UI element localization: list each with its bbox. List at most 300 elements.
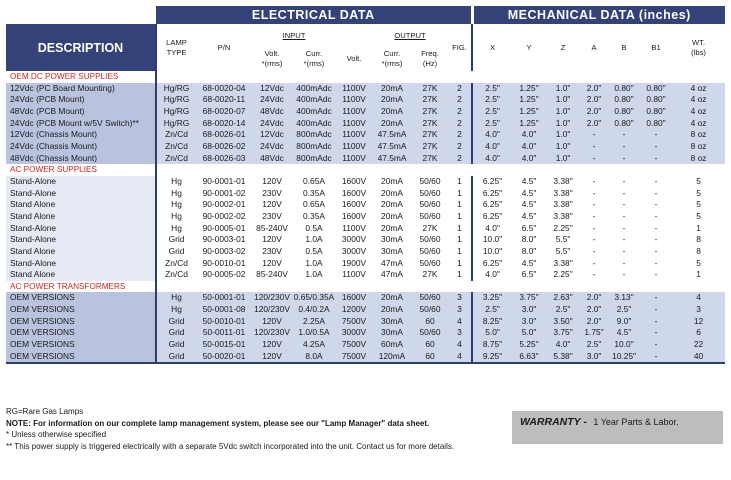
wt-cell: 5: [672, 188, 725, 200]
b1-cell: -: [640, 211, 672, 223]
section-title: OEM DC POWER SUPPLIES: [6, 71, 156, 83]
lamp-type-cell: Grid: [156, 234, 196, 246]
freq-header: Freq. (Hz): [412, 47, 448, 71]
description-cell: Stand Alone: [6, 246, 156, 258]
output-curr-cell: 20mA: [372, 106, 412, 118]
y-header: Y: [512, 24, 546, 71]
b1-cell: -: [640, 269, 672, 281]
input-volt-cell: 120/230V: [252, 327, 292, 339]
b-cell: 9.0": [608, 316, 640, 328]
table-row: [6, 106, 725, 118]
b-cell: -: [608, 223, 640, 235]
input-curr-cell: 0.5A: [292, 246, 336, 258]
wt-cell: 5: [672, 176, 725, 188]
b-cell: -: [608, 269, 640, 281]
pn-cell: 68-0026-03: [196, 153, 252, 165]
input-curr-cell: 4.25A: [292, 339, 336, 351]
freq-cell: 27K: [412, 223, 448, 235]
description-cell: 12Vdc (Chassis Mount): [6, 129, 156, 141]
input-volt-cell: 120V: [252, 199, 292, 211]
b1-cell: -: [640, 327, 672, 339]
input-curr-cell: 0.65/0.35A: [293, 292, 335, 303]
b1-cell: -: [640, 234, 672, 246]
x-cell: 6.25": [472, 176, 512, 188]
description-cell: OEM VERSIONS: [6, 327, 156, 339]
pn-cell: 68-0026-02: [196, 141, 252, 153]
z-cell: 3.38": [546, 188, 580, 200]
input-volt-header: Volt. *(rms): [252, 47, 292, 71]
a-cell: -: [580, 246, 608, 258]
x-cell: 3.25": [472, 292, 512, 304]
output-volt-cell: 1600V: [336, 188, 372, 200]
table-row: [6, 351, 725, 364]
y-cell: 1.25": [512, 106, 546, 118]
output-volt-cell: 1600V: [336, 211, 372, 223]
input-volt-cell: 120V: [252, 339, 292, 351]
wt-cell: 4 oz: [672, 118, 725, 130]
freq-cell: 27K: [412, 269, 448, 281]
table-row: [6, 292, 725, 304]
input-curr-cell: 0.5A: [292, 223, 336, 235]
input-curr-cell: 400mAdc: [292, 94, 336, 106]
section-spacer: [156, 71, 725, 83]
table-row: [6, 118, 725, 130]
section-title: AC POWER TRANSFORMERS: [6, 281, 156, 293]
fig-cell: 1: [448, 234, 472, 246]
table-row: [6, 176, 725, 188]
wt-cell: 4 oz: [672, 106, 725, 118]
fig-cell: 4: [448, 339, 472, 351]
table-row: [6, 327, 725, 339]
b1-cell: 0.80": [640, 83, 672, 95]
fig-cell: 1: [448, 269, 472, 281]
input-curr-header: Curr. *(rms): [292, 47, 336, 71]
output-curr-cell: 20mA: [372, 223, 412, 235]
pn-header: P/N: [196, 24, 252, 71]
description-cell: OEM VERSIONS: [6, 339, 156, 351]
x-cell: 2.5": [472, 106, 512, 118]
output-curr-cell: 60mA: [372, 339, 412, 351]
x-cell: 4.0": [472, 129, 512, 141]
wt-cell: 40: [672, 351, 725, 364]
input-curr-cell: 400mAdc: [292, 83, 336, 95]
b1-cell: -: [640, 339, 672, 351]
z-cell: 2.5": [546, 304, 580, 316]
fig-cell: 2: [448, 94, 472, 106]
input-volt-cell: 120V: [252, 316, 292, 328]
z-cell: 3.38": [546, 199, 580, 211]
a-cell: 2.0": [580, 316, 608, 328]
warranty-text: 1 Year Parts & Labor.: [593, 417, 679, 427]
y-cell: 3.75": [512, 292, 546, 304]
output-volt-header: Volt.: [336, 47, 372, 71]
description-cell: Stand-Alone: [6, 258, 156, 270]
output-volt-cell: 1600V: [336, 176, 372, 188]
x-cell: 2.5": [472, 83, 512, 95]
description-cell: Stand Alone: [6, 211, 156, 223]
pn-cell: 50-0011-01: [196, 327, 252, 339]
pn-cell: 68-0026-01: [196, 129, 252, 141]
x-cell: 10.0": [472, 234, 512, 246]
pn-cell: 90-0010-01: [196, 258, 252, 270]
lamp-type-cell: Grid: [156, 246, 196, 258]
lamp-type-cell: Hg: [156, 223, 196, 235]
lamp-type-cell: Hg: [156, 199, 196, 211]
lamp-type-cell: Zn/Cd: [156, 153, 196, 165]
output-volt-cell: 3000V: [336, 246, 372, 258]
wt-cell: 8: [672, 246, 725, 258]
y-cell: 4.0": [512, 153, 546, 165]
fig-cell: 1: [448, 258, 472, 270]
b1-cell: -: [640, 258, 672, 270]
input-volt-cell: 230V: [252, 246, 292, 258]
b-cell: -: [608, 211, 640, 223]
pn-cell: 90-0005-02: [196, 269, 252, 281]
lamp-type-cell: Zn/Cd: [156, 129, 196, 141]
x-cell: 10.0": [472, 246, 512, 258]
output-volt-cell: 3000V: [336, 234, 372, 246]
a-cell: 2.5": [580, 339, 608, 351]
output-header: OUTPUT: [372, 24, 448, 47]
pn-cell: 50-0001-08: [196, 304, 252, 316]
wt-cell: 12: [672, 316, 725, 328]
fig-cell: 4: [448, 351, 472, 364]
table-row: [6, 223, 725, 235]
fig-cell: 2: [448, 153, 472, 165]
output-curr-cell: 20mA: [372, 304, 412, 316]
wt-cell: 4: [672, 292, 725, 304]
b1-header: B1: [640, 24, 672, 71]
output-curr-cell: 47mA: [372, 258, 412, 270]
y-cell: 1.25": [512, 118, 546, 130]
freq-cell: 60: [412, 351, 448, 364]
z-cell: 1.0": [546, 129, 580, 141]
mechanical-data-banner: MECHANICAL DATA (inches): [472, 6, 725, 24]
warranty-box: [512, 411, 723, 444]
input-curr-cell: 0.65A: [292, 199, 336, 211]
table-row: [6, 211, 725, 223]
a-cell: -: [580, 234, 608, 246]
table-row: [6, 153, 725, 165]
output-curr-cell: 30mA: [372, 327, 412, 339]
z-cell: 2.25": [546, 269, 580, 281]
z-cell: 2.25": [546, 223, 580, 235]
a-cell: -: [580, 129, 608, 141]
table-row: [6, 83, 725, 95]
z-cell: 4.0": [546, 339, 580, 351]
input-volt-cell: 120V: [252, 351, 292, 364]
y-cell: 4.5": [512, 258, 546, 270]
pn-cell: 90-0002-02: [196, 211, 252, 223]
a-cell: 2.0": [580, 292, 608, 304]
output-curr-cell: 47mA: [372, 269, 412, 281]
output-volt-cell: 1100V: [336, 129, 372, 141]
wt-cell: 8: [672, 234, 725, 246]
output-curr-cell: 20mA: [372, 176, 412, 188]
b1-cell: -: [640, 199, 672, 211]
pn-cell: 68-0020-11: [196, 94, 252, 106]
description-cell: 24Vdc (PCB Mount w/5V Switch)**: [6, 118, 156, 130]
spec-table: [6, 6, 725, 364]
z-cell: 1.0": [546, 141, 580, 153]
fig-cell: 1: [448, 223, 472, 235]
lamp-type-cell: Hg/RG: [156, 83, 196, 95]
table-row: [6, 269, 725, 281]
output-curr-cell: 20mA: [372, 94, 412, 106]
wt-cell: 4 oz: [672, 94, 725, 106]
output-curr-cell: 20mA: [372, 292, 412, 304]
freq-cell: 50/60: [412, 188, 448, 200]
table-row: [6, 246, 725, 258]
freq-cell: 27K: [412, 118, 448, 130]
y-cell: 4.5": [512, 188, 546, 200]
input-curr-cell: 1.0A: [292, 234, 336, 246]
lamp-type-cell: Hg: [156, 176, 196, 188]
y-cell: 8.0": [512, 246, 546, 258]
footnotes: [6, 406, 506, 452]
table-row: [6, 188, 725, 200]
a-cell: -: [580, 211, 608, 223]
description-cell: Stand-Alone: [6, 188, 156, 200]
lamp-type-cell: Grid: [156, 327, 196, 339]
wt-cell: 8 oz: [672, 129, 725, 141]
section-title: AC POWER SUPPLIES: [6, 164, 156, 176]
wt-cell: 5: [672, 211, 725, 223]
b1-cell: -: [640, 176, 672, 188]
lamp-type-cell: Zn/Cd: [156, 269, 196, 281]
b1-cell: 0.80": [640, 94, 672, 106]
b1-cell: -: [640, 246, 672, 258]
z-cell: 3.38": [546, 211, 580, 223]
output-volt-cell: 1100V: [336, 223, 372, 235]
output-curr-cell: 30mA: [372, 234, 412, 246]
input-volt-cell: 120V: [252, 234, 292, 246]
a-cell: 1.75": [580, 327, 608, 339]
output-volt-cell: 1100V: [336, 153, 372, 165]
a-cell: -: [580, 223, 608, 235]
b-cell: 0.80": [608, 106, 640, 118]
b-header: B: [608, 24, 640, 71]
freq-cell: 50/60: [412, 211, 448, 223]
input-volt-cell: 120V: [252, 176, 292, 188]
wt-cell: 5: [672, 199, 725, 211]
a-cell: -: [580, 176, 608, 188]
lamp-type-cell: Hg: [156, 211, 196, 223]
output-volt-cell: 1100V: [336, 83, 372, 95]
description-cell: 48Vdc (Chassis Mount): [6, 153, 156, 165]
description-cell: OEM VERSIONS: [6, 304, 156, 316]
table-row: [6, 304, 725, 316]
y-cell: 5.25": [512, 339, 546, 351]
x-cell: 4.0": [472, 269, 512, 281]
x-cell: 2.5": [472, 94, 512, 106]
wt-cell: 8 oz: [672, 153, 725, 165]
x-cell: 4.0": [472, 153, 512, 165]
output-curr-header: Curr. *(rms): [372, 47, 412, 71]
output-volt-cell: 7500V: [336, 351, 372, 364]
wt-cell: 8 oz: [672, 141, 725, 153]
x-header: X: [472, 24, 512, 71]
y-cell: 8.0": [512, 234, 546, 246]
x-cell: 2.5": [472, 304, 512, 316]
b1-cell: -: [640, 141, 672, 153]
freq-cell: 50/60: [412, 304, 448, 316]
pn-cell: 90-0001-02: [196, 188, 252, 200]
output-curr-cell: 30mA: [372, 246, 412, 258]
x-cell: 9.25": [472, 351, 512, 364]
y-cell: 6.5": [512, 269, 546, 281]
b-cell: -: [608, 234, 640, 246]
fig-cell: 3: [448, 327, 472, 339]
z-cell: 3.38": [546, 258, 580, 270]
z-cell: 3.38": [546, 176, 580, 188]
b1-cell: -: [640, 129, 672, 141]
b1-cell: -: [640, 188, 672, 200]
section-spacer: [156, 281, 725, 293]
input-curr-cell: 400mAdc: [292, 118, 336, 130]
y-cell: 5.0": [512, 327, 546, 339]
z-cell: 5.5": [546, 234, 580, 246]
description-header: DESCRIPTION: [6, 24, 156, 71]
output-curr-cell: 47.5mA: [372, 153, 412, 165]
output-curr-cell: 30mA: [372, 316, 412, 328]
freq-cell: 50/60: [412, 234, 448, 246]
input-volt-cell: 12Vdc: [252, 83, 292, 95]
input-curr-cell: 8.0A: [292, 351, 336, 364]
description-cell: OEM VERSIONS: [6, 316, 156, 328]
output-volt-cell: 7500V: [336, 316, 372, 328]
y-cell: 4.0": [512, 129, 546, 141]
rg-note: RG=Rare Gas Lamps: [6, 407, 84, 416]
table-row: [6, 199, 725, 211]
fig-cell: 1: [448, 199, 472, 211]
wt-cell: 4 oz: [672, 83, 725, 95]
b1-cell: -: [640, 304, 672, 316]
x-cell: 5.0": [472, 327, 512, 339]
a-cell: 3.0": [580, 351, 608, 364]
freq-cell: 27K: [412, 94, 448, 106]
y-cell: 4.5": [512, 199, 546, 211]
y-cell: 4.5": [512, 211, 546, 223]
lamp-type-cell: Zn/Cd: [156, 141, 196, 153]
input-volt-cell: 230V: [252, 188, 292, 200]
fig-cell: 3: [448, 292, 472, 304]
freq-cell: 50/60: [412, 292, 448, 304]
z-cell: 3.75": [546, 327, 580, 339]
y-cell: 6.63": [512, 351, 546, 364]
lamp-type-cell: Grid: [156, 339, 196, 351]
spec-sheet: [6, 6, 725, 364]
b-cell: 0.80": [608, 94, 640, 106]
b-cell: 4.5": [608, 327, 640, 339]
input-volt-cell: 85-240V: [252, 269, 292, 281]
output-curr-cell: 20mA: [372, 211, 412, 223]
freq-cell: 27K: [412, 153, 448, 165]
input-curr-cell: 2.25A: [292, 316, 336, 328]
fig-cell: 4: [448, 316, 472, 328]
wt-cell: 5: [672, 258, 725, 270]
b-cell: 2.5": [608, 304, 640, 316]
input-volt-cell: 24Vdc: [252, 118, 292, 130]
a-cell: -: [580, 188, 608, 200]
z-cell: 2.63": [546, 292, 580, 304]
fig-cell: 2: [448, 141, 472, 153]
input-curr-cell: 0.4/0.2A: [292, 304, 336, 316]
input-volt-cell: 120V: [252, 258, 292, 270]
a-cell: 2.0": [580, 94, 608, 106]
b-cell: -: [608, 129, 640, 141]
wt-cell: 3: [672, 304, 725, 316]
z-cell: 5.5": [546, 246, 580, 258]
y-cell: 1.25": [512, 83, 546, 95]
a-cell: -: [580, 258, 608, 270]
description-cell: OEM VERSIONS: [6, 292, 156, 304]
table-row: [6, 94, 725, 106]
input-volt-cell: 24Vdc: [252, 94, 292, 106]
b-cell: -: [608, 258, 640, 270]
description-cell: Stand-Alone: [6, 234, 156, 246]
input-curr-cell: 400mAdc: [292, 106, 336, 118]
electrical-data-banner: ELECTRICAL DATA: [156, 6, 472, 24]
z-cell: 3.50": [546, 316, 580, 328]
y-cell: 3.0": [512, 304, 546, 316]
x-cell: 6.25": [472, 258, 512, 270]
b-cell: -: [608, 246, 640, 258]
b1-cell: 0.80": [640, 106, 672, 118]
output-curr-cell: 20mA: [372, 118, 412, 130]
pn-cell: 90-0001-01: [196, 176, 252, 188]
lamp-type-cell: Grid: [156, 351, 196, 364]
pn-cell: 90-0005-01: [196, 223, 252, 235]
description-cell: 24Vdc (PCB Mount): [6, 94, 156, 106]
output-volt-cell: 1100V: [336, 106, 372, 118]
b-cell: -: [608, 199, 640, 211]
output-volt-cell: 1100V: [336, 141, 372, 153]
a-cell: -: [580, 141, 608, 153]
pn-cell: 68-0020-14: [196, 118, 252, 130]
output-curr-cell: 20mA: [372, 188, 412, 200]
lamp-type-cell: Grid: [156, 316, 196, 328]
pn-cell: 90-0003-01: [196, 234, 252, 246]
b-cell: -: [608, 188, 640, 200]
output-curr-cell: 47.5mA: [372, 141, 412, 153]
input-curr-cell: 800mAdc: [292, 141, 336, 153]
b1-cell: -: [640, 316, 672, 328]
output-volt-cell: 1600V: [336, 199, 372, 211]
b-cell: -: [608, 176, 640, 188]
lamp-type-cell: Hg/RG: [156, 94, 196, 106]
fig-cell: 1: [448, 246, 472, 258]
table-row: [6, 258, 725, 270]
description-cell: OEM VERSIONS: [6, 351, 156, 364]
section-spacer: [156, 164, 725, 176]
freq-cell: 27K: [412, 83, 448, 95]
pn-cell: 50-0020-01: [196, 351, 252, 364]
lamp-type-cell: Hg/RG: [156, 118, 196, 130]
freq-cell: 60: [412, 316, 448, 328]
pn-cell: 90-0003-02: [196, 246, 252, 258]
fig-cell: 1: [448, 188, 472, 200]
output-volt-cell: 1100V: [336, 269, 372, 281]
pn-cell: 50-0010-01: [196, 316, 252, 328]
z-cell: 1.0": [546, 83, 580, 95]
z-cell: 1.0": [546, 118, 580, 130]
fig-cell: 1: [448, 211, 472, 223]
description-cell: Stand-Alone: [6, 223, 156, 235]
fig-cell: 2: [448, 106, 472, 118]
lamp-type-cell: Hg: [156, 304, 196, 316]
z-cell: 1.0": [546, 153, 580, 165]
